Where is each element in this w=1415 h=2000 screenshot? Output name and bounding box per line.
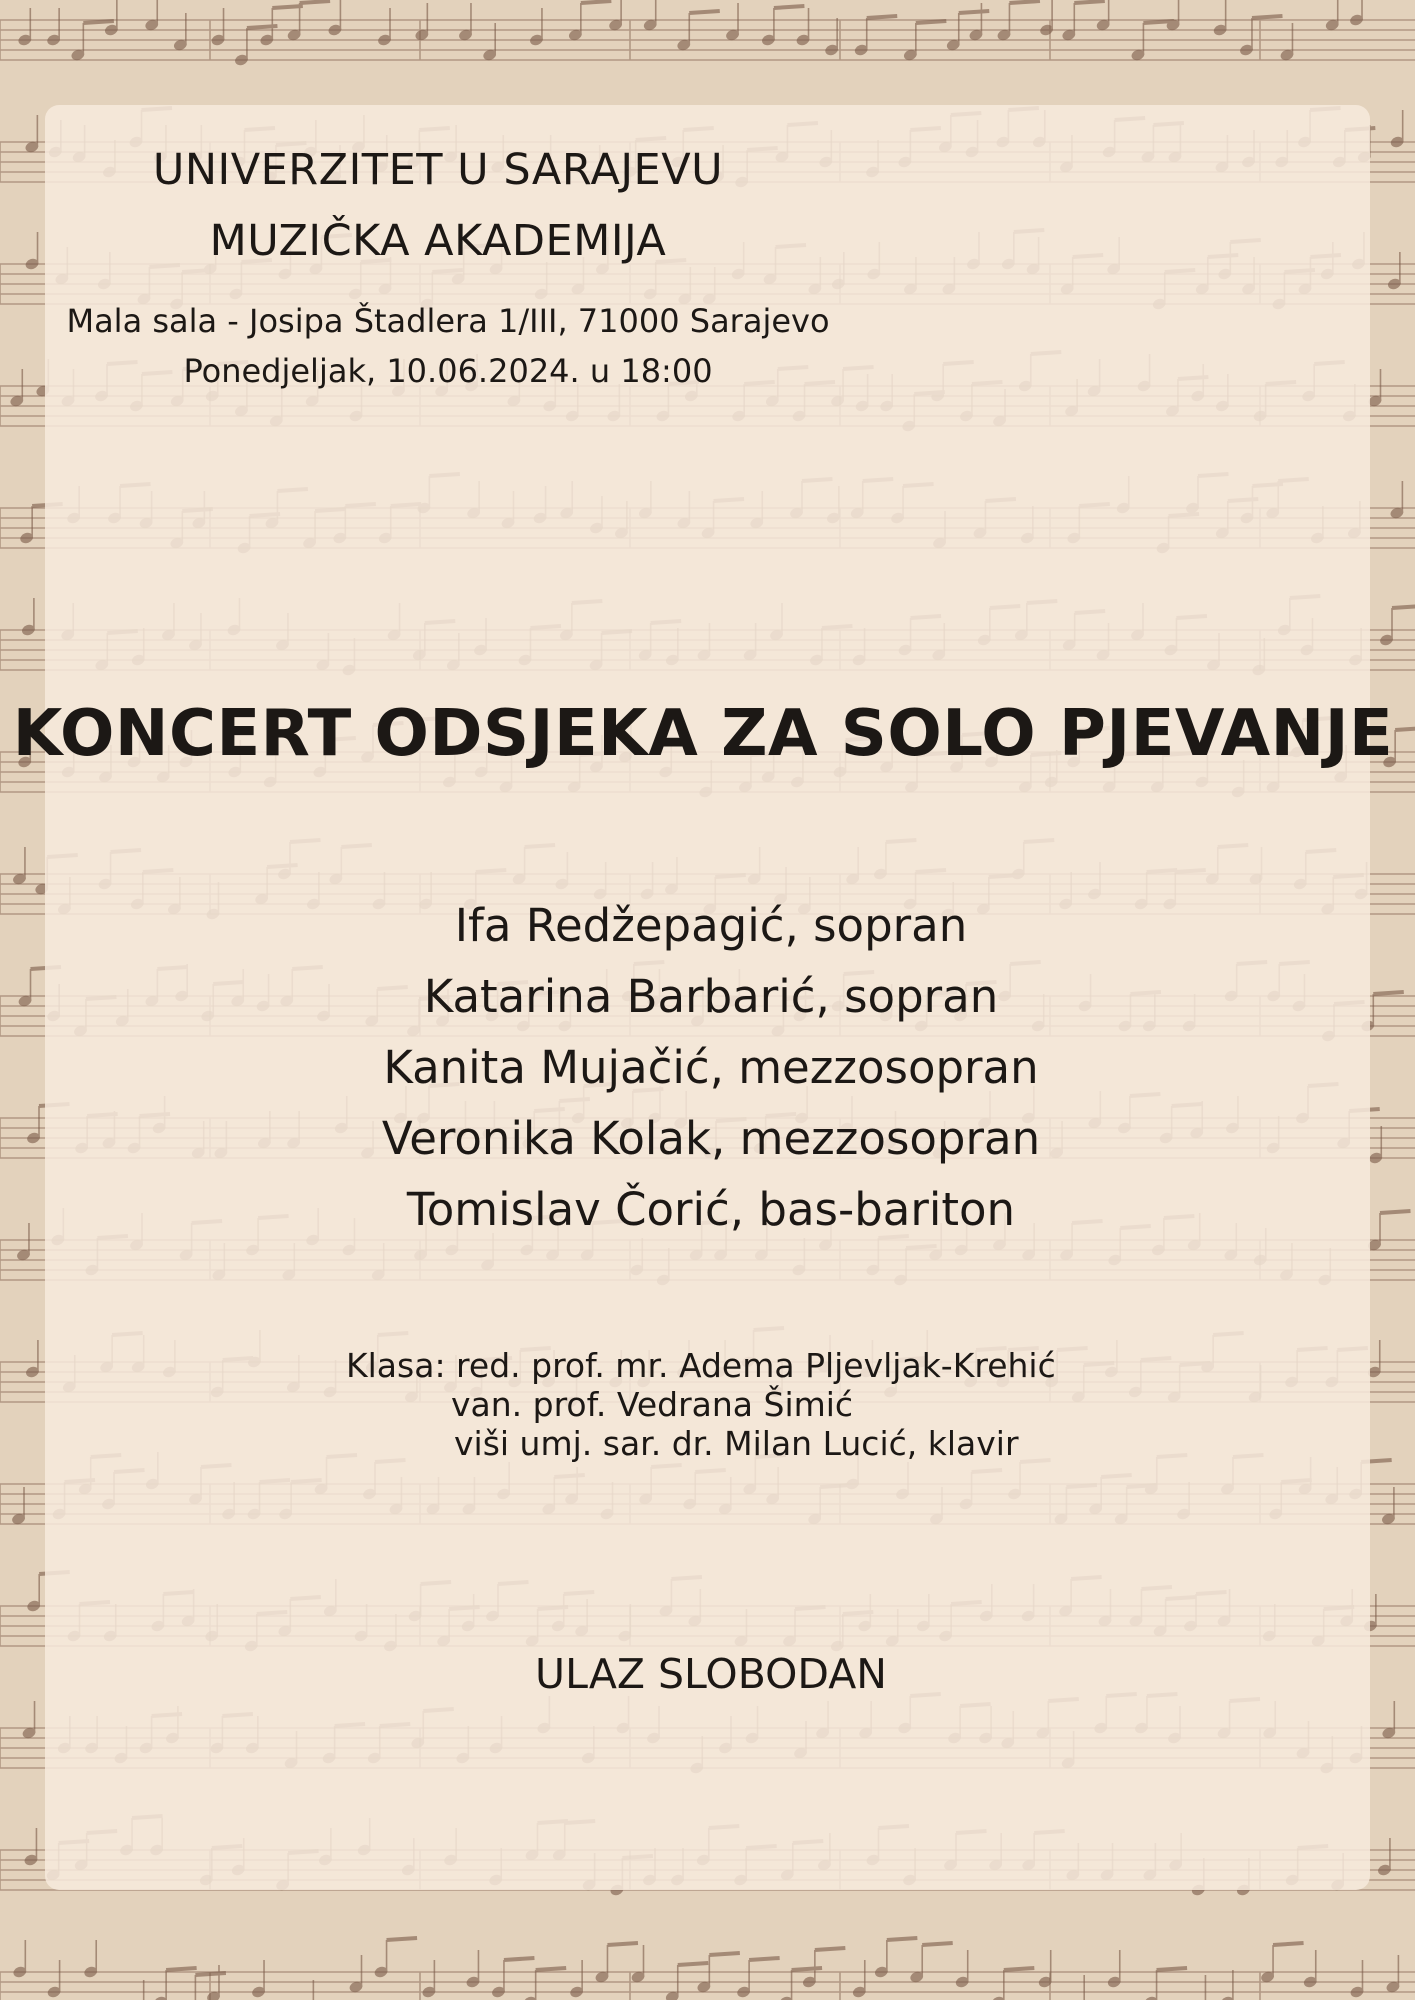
performer-list: [382, 890, 1040, 1245]
performer-item: Veronika Kolak, mezzosopran: [381, 1112, 1041, 1165]
class-line: van. prof. Vedrana Šimić: [451, 1385, 854, 1424]
university-name: UNIVERZITET U SARAJEVU: [152, 145, 724, 195]
academy-name: MUZIČKA AKADEMIJA: [209, 216, 667, 266]
class-line: viši umj. sar. dr. Milan Lucić, klavir: [454, 1424, 1019, 1463]
performer-item: Tomislav Čorić, bas-bariton: [406, 1183, 1016, 1236]
class-line: Klasa: red. prof. mr. Adema Pljevljak-Krehić: [346, 1346, 1056, 1385]
performer-item: Ifa Redžepagić, sopran: [454, 899, 968, 952]
event-date-time: Ponedjeljak, 10.06.2024. u 18:00: [183, 352, 713, 390]
venue-address: Mala sala - Josipa Štadlera 1/III, 71000 Sarajevo: [66, 302, 830, 340]
performer-item: Katarina Barbarić, sopran: [423, 970, 999, 1023]
class-teachers: [346, 1346, 1056, 1463]
free-entry-notice: ULAZ SLOBODAN: [535, 1650, 887, 1698]
performer-item: Kanita Mujačić, mezzosopran: [383, 1041, 1039, 1094]
concert-title: KONCERT ODSJEKA ZA SOLO PJEVANJE: [12, 697, 1394, 771]
